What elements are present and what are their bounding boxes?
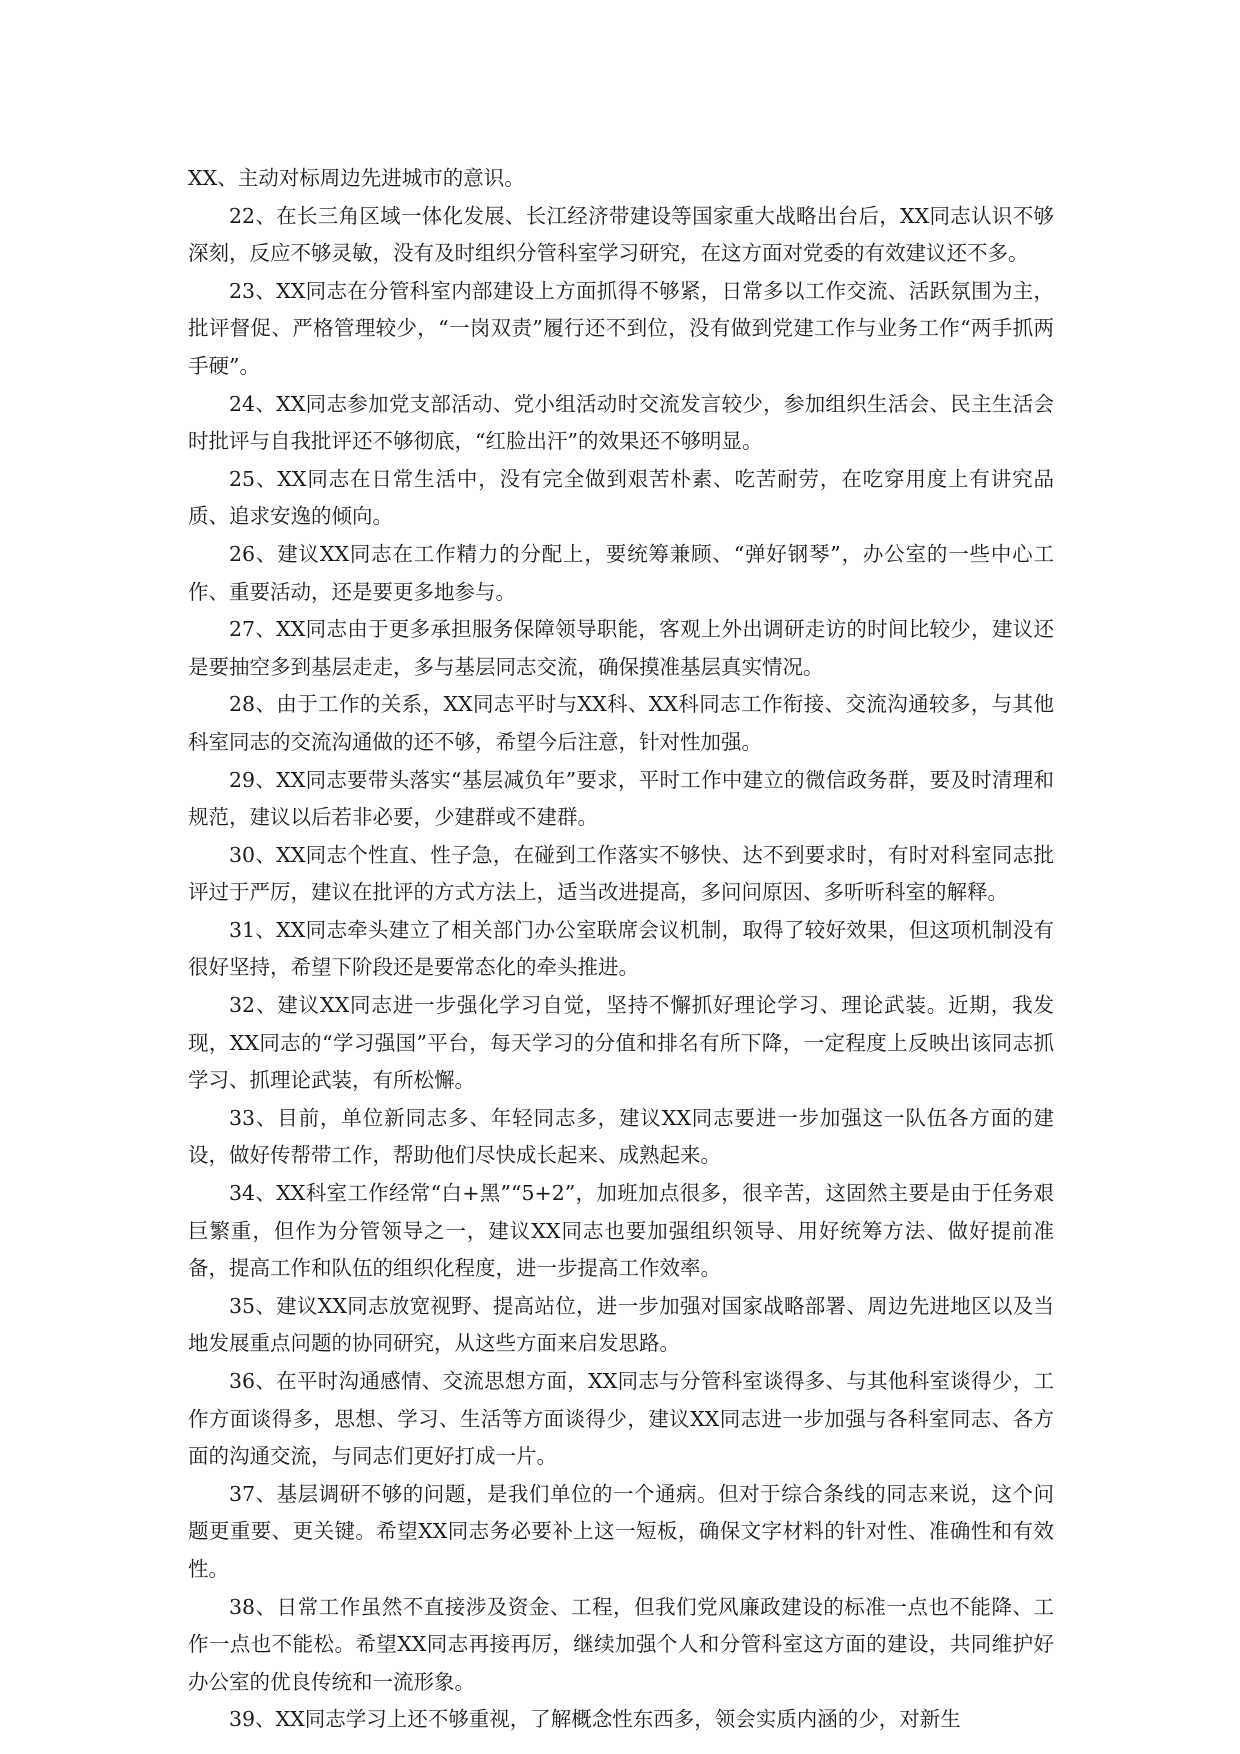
paragraph-25: 25、XX同志在日常生活中，没有完全做到艰苦朴素、吃苦耐劳，在吃穿用度上有讲究品质、追求安逸的倾向。 <box>188 466 1054 529</box>
paragraph-23: 23、XX同志在分管科室内部建设上方面抓得不够紧，日常多以工作交流、活跃氛围为主，批评督促、严格管理较少，“一岗双责”履行还不到位，没有做到党建工作与业务工作“两手抓两手硬”。 <box>188 278 1054 378</box>
paragraph-26: 26、建议XX同志在工作精力的分配上，要统筹兼顾、“弹好钢琴”，办公室的一些中心工作、重要活动，还是要更多地参与。 <box>188 541 1054 604</box>
paragraph-38: 38、日常工作虽然不直接涉及资金、工程，但我们党风廉政建设的标准一点也不能降、工作一点也不能松。希望XX同志再接再厉，继续加强个人和分管科室这方面的建设，共同维护好办公室的优良传统和一流形象。 <box>188 1594 1054 1694</box>
paragraph-36: 36、在平时沟通感情、交流思想方面，XX同志与分管科室谈得多、与其他科室谈得少，工作方面谈得多，思想、学习、生活等方面谈得少，建议XX同志进一步加强与各科室同志、各方面的沟通交流，与同志们更好打成一片。 <box>188 1369 1054 1469</box>
paragraph-34: 34、XX科室工作经常“白+黑”“5+2”，加班加点很多，很辛苦，这固然主要是由于任务艰巨繁重，但作为分管领导之一，建议XX同志也要加强组织领导、用好统筹方法、做好提前准备，提高工作和队伍的组织化程度，进一步提高工作效率。 <box>188 1181 1054 1281</box>
paragraph-22: 22、在长三角区域一体化发展、长江经济带建设等国家重大战略出台后，XX同志认识不够深刻，反应不够灵敏，没有及时组织分管科室学习研究，在这方面对党委的有效建议还不多。 <box>188 203 1054 266</box>
document-body <box>188 160 1054 1739</box>
paragraph-33: 33、目前，单位新同志多、年轻同志多，建议XX同志要进一步加强这一队伍各方面的建设，做好传帮带工作，帮助他们尽快成长起来、成熟起来。 <box>188 1105 1054 1168</box>
paragraph-32: 32、建议XX同志进一步强化学习自觉，坚持不懈抓好理论学习、理论武装。近期，我发现，XX同志的“学习强国”平台，每天学习的分值和排名有所下降，一定程度上反映出该同志抓学习、抓理论武装，有所松懈。 <box>188 993 1054 1093</box>
paragraph-28: 28、由于工作的关系，XX同志平时与XX科、XX科同志工作衔接、交流沟通较多，与其他科室同志的交流沟通做的还不够，希望今后注意，针对性加强。 <box>188 692 1054 754</box>
paragraph-39: 39、XX同志学习上还不够重视，了解概念性东西多，领会实质内涵的少，对新生 <box>229 1707 961 1732</box>
paragraph-35: 35、建议XX同志放宽视野、提高站位，进一步加强对国家战略部署、周边先进地区以及当地发展重点问题的协同研究，从这些方面来启发思路。 <box>188 1293 1054 1356</box>
paragraph-37: 37、基层调研不够的问题，是我们单位的一个通病。但对于综合条线的同志来说，这个问题更重要、更关键。希望XX同志务必要补上这一短板，确保文字材料的针对性、准确性和有效性。 <box>188 1481 1054 1581</box>
continuation-paragraph: XX、主动对标周边先进城市的意识。 <box>188 166 525 190</box>
paragraph-24: 24、XX同志参加党支部活动、党小组活动时交流发言较少，参加组织生活会、民主生活会时批评与自我批评还不够彻底，“红脸出汗”的效果还不够明显。 <box>188 391 1054 454</box>
paragraph-31: 31、XX同志牵头建立了相关部门办公室联席会议机制，取得了较好效果，但这项机制没有很好坚持，希望下阶段还是要常态化的牵头推进。 <box>188 917 1054 980</box>
paragraph-27: 27、XX同志由于更多承担服务保障领导职能，客观上外出调研走访的时间比较少，建议还是要抽空多到基层走走，多与基层同志交流，确保摸准基层真实情况。 <box>188 617 1054 679</box>
paragraph-30: 30、XX同志个性直、性子急，在碰到工作落实不够快、达不到要求时，有时对科室同志批评过于严厉，建议在批评的方式方法上，适当改进提高，多问问原因、多听听科室的解释。 <box>188 842 1054 905</box>
paragraph-29: 29、XX同志要带头落实“基层减负年”要求，平时工作中建立的微信政务群，要及时清理和规范，建议以后若非必要，少建群或不建群。 <box>188 767 1054 830</box>
